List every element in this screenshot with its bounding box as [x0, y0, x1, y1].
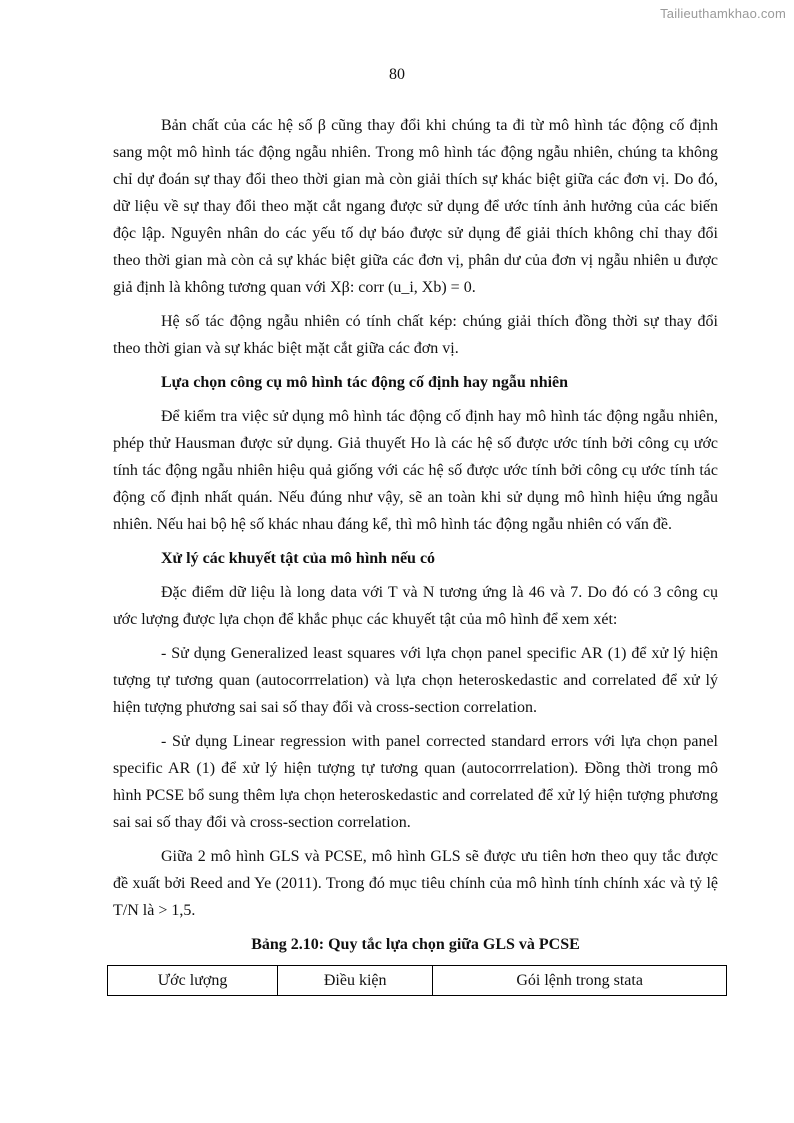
- paragraph-gls-vs-pcse: Giữa 2 mô hình GLS và PCSE, mô hình GLS sẽ được ưu tiên hơn theo quy tắc được đề xuất bởi Reed and Ye (2011). Trong đó mục tiêu chính của mô hình tính chính xác và tỷ lệ T/N là > 1,5.: [113, 848, 718, 919]
- paragraph-data-traits: Đặc điểm dữ liệu là long data với T và N tương ứng là 46 và 7. Do đó có 3 công cụ ước lượng được lựa chọn để khắc phục các khuyết tật của mô hình để xem xét:: [113, 584, 718, 628]
- table-header-stata-command: Gói lệnh trong stata: [433, 966, 727, 996]
- paragraph-random-effect: Hệ số tác động ngẫu nhiên có tính chất kép: chúng giải thích đồng thời sự thay đổi theo thời gian và sự khác biệt mặt cắt giữa các đơn vị.: [113, 313, 718, 357]
- section-heading-defects: Xử lý các khuyết tật của mô hình nếu có: [161, 550, 436, 567]
- table-header-estimator: Ước lượng: [108, 966, 278, 996]
- selection-rule-table: [107, 965, 727, 996]
- paragraph-gls-option: - Sử dụng Generalized least squares với lựa chọn panel specific AR (1) để xử lý hiện tượng tự tương quan (autocorrrelation) và lựa chọn heteroskedastic and correlated để xử lý hiện tượng phương sai sai số thay đổi và cross-section correlation.: [113, 645, 718, 716]
- table-header-row: [108, 966, 727, 996]
- document-body: [113, 112, 718, 996]
- watermark: Tailieuthamkhao.com: [660, 6, 786, 21]
- page-number: 80: [389, 66, 405, 83]
- paragraph-pcse-option: - Sử dụng Linear regression with panel corrected standard errors với lựa chọn panel specific AR (1) để xử lý hiện tượng tự tương quan (autocorrrelation). Đồng thời trong mô hình PCSE bổ sung thêm lựa chọn heteroskedastic and correlated để xử lý hiện tượng phương sai sai số thay đổi và cross-section correlation.: [113, 733, 718, 831]
- table-header-condition: Điều kiện: [278, 966, 433, 996]
- section-heading-model-choice: Lựa chọn công cụ mô hình tác động cố định hay ngẫu nhiên: [161, 374, 569, 391]
- table-caption: Bảng 2.10: Quy tắc lựa chọn giữa GLS và PCSE: [251, 936, 580, 953]
- paragraph-hausman: Để kiểm tra việc sử dụng mô hình tác động cố định hay mô hình tác động ngẫu nhiên, phép thử Hausman được sử dụng. Giả thuyết Ho là các hệ số được ước tính bởi công cụ ước tính tác động ngẫu nhiên hiệu quả giống với các hệ số được ước tính bởi công cụ ước tính tác động cố định nhất quán. Nếu đúng như vậy, sẽ an toàn khi sử dụng mô hình hiệu ứng ngẫu nhiên. Nếu hai bộ hệ số khác nhau đáng kể, thì mô hình tác động ngẫu nhiên có vấn đề.: [113, 408, 718, 533]
- paragraph-beta-nature: Bản chất của các hệ số β cũng thay đổi khi chúng ta đi từ mô hình tác động cố định sang một mô hình tác động ngẫu nhiên. Trong mô hình tác động ngẫu nhiên, chúng ta không chỉ dự đoán sự thay đổi theo thời gian mà còn giải thích sự khác biệt giữa các đơn vị. Do đó, dữ liệu về sự thay đổi theo mặt cắt ngang được sử dụng để ước tính ảnh hưởng của các biến độc lập. Nguyên nhân do các yếu tố dự báo được sử dụng để giải thích không chỉ thay đổi theo thời gian mà còn cả sự khác biệt giữa các đơn vị, phân dư của đơn vị ngẫu nhiên u được giả định là không tương quan với Xβ: corr (u_i, Xb) = 0.: [113, 117, 718, 296]
